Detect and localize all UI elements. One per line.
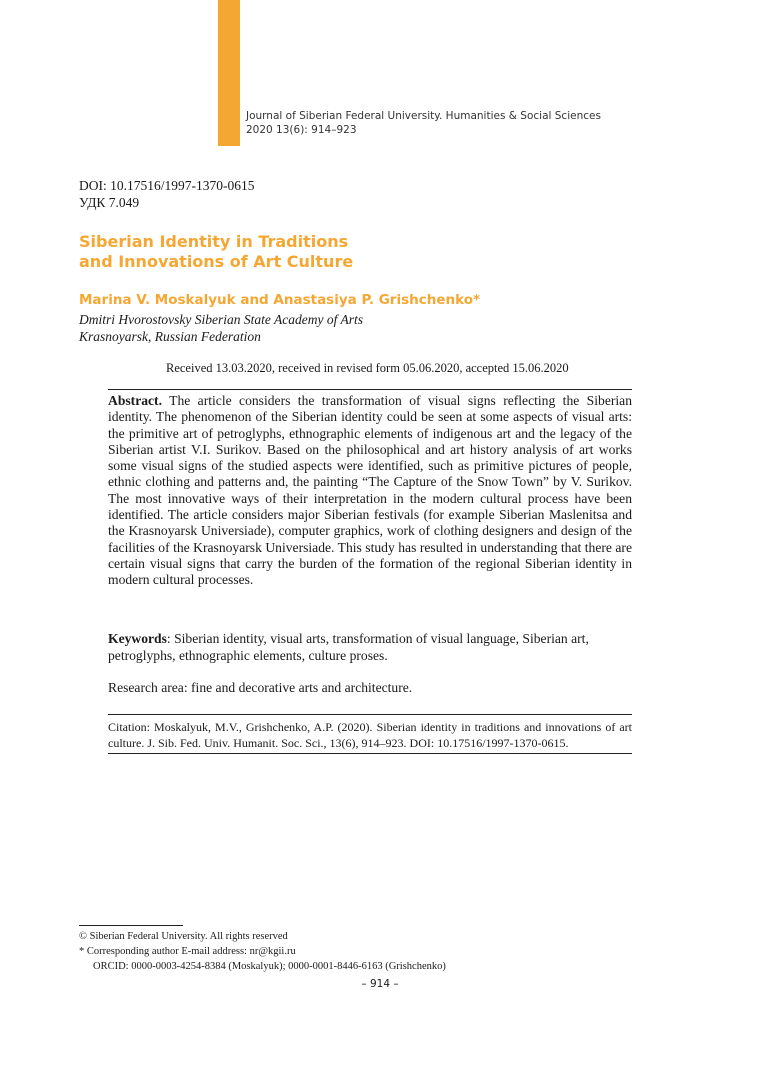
citation-top-rule — [108, 714, 632, 715]
authors: Marina V. Moskalyuk and Anastasiya P. Grishchenko* — [79, 292, 481, 308]
received-dates: Received 13.03.2020, received in revised form 05.06.2020, accepted 15.06.2020 — [166, 361, 569, 375]
abstract-top-rule — [108, 389, 632, 390]
affiliation — [79, 311, 363, 345]
page-number: – 914 – — [361, 978, 399, 990]
corresponding-author-note: * Corresponding author E-mail address: nr@kgii.ru — [79, 946, 296, 957]
footnote-rule — [79, 925, 183, 926]
keywords-text: : Siberian identity, visual arts, transformation of visual language, Siberian art, petroglyphs, ethnographic elements, culture proses. — [108, 631, 589, 663]
abstract-text: The article considers the transformation of visual signs reflecting the Siberian identity. The phenomenon of the Siberian identity could be seen at some aspects of visual arts: the primitive art of petroglyphs, ethnographic elements of indigenous art and the legacy of the Siberian artist V.I. Surikov. Based on the philosophical and art history analysis of art works some visual signs of the studied aspects were identified, such as primitive pictures of people, ethnic clothing and patterns and, the painting “The Capture of the Snow Town” by V. Surikov. The most innovative ways of their interpretation in the modern cultural process have been identified. The article considers major Siberian festivals (for example Siberian Maslenitsa and the Krasnoyarsk Universiade), computer graphics, work of clothing designers and design of the facilities of the Krasnoyarsk Universiade. This study has resulted in understanding that there are certain visual signs that carry the burden of the formation of the regional Siberian identity in modern cultural processes. — [108, 393, 632, 588]
journal-issue: 2020 13(6): 914–923 — [246, 124, 357, 136]
citation-bottom-rule — [108, 753, 632, 754]
copyright-note: © Siberian Federal University. All rights reserved — [79, 931, 288, 942]
article-identifiers — [79, 177, 255, 211]
citation: Citation: Moskalyuk, M.V., Grishchenko, A.P. (2020). Siberian identity in traditions and innovations of art culture. J. Sib. Fed. Univ. Humanit. Soc. Sci., 13(6), 914–923. DOI: 10.17516/1997-1370-0615. — [108, 720, 632, 750]
title-line-2: and Innovations of Art Culture — [79, 252, 354, 271]
keywords — [108, 630, 632, 664]
abstract-label: Abstract. — [108, 393, 162, 408]
footnotes — [79, 929, 639, 974]
udk: УДК 7.049 — [79, 195, 140, 210]
keywords-label: Keywords — [108, 631, 167, 646]
abstract — [108, 393, 632, 589]
article-title — [79, 232, 579, 272]
title-line-1: Siberian Identity in Traditions — [79, 232, 349, 251]
affiliation-location: Krasnoyarsk, Russian Federation — [79, 329, 261, 344]
doi: DOI: 10.17516/1997-1370-0615 — [79, 178, 255, 193]
orcid-note: ORCID: 0000-0003-4254-8384 (Moskalyuk); 0000-0001-8446-6163 (Grishchenko) — [93, 961, 446, 972]
research-area: Research area: fine and decorative arts and architecture. — [108, 680, 413, 695]
journal-accent-bar — [218, 0, 240, 146]
journal-header — [246, 109, 626, 137]
journal-name: Journal of Siberian Federal University. Humanities & Social Sciences — [246, 110, 601, 122]
affiliation-institution: Dmitri Hvorostovsky Siberian State Academy of Arts — [79, 312, 363, 327]
